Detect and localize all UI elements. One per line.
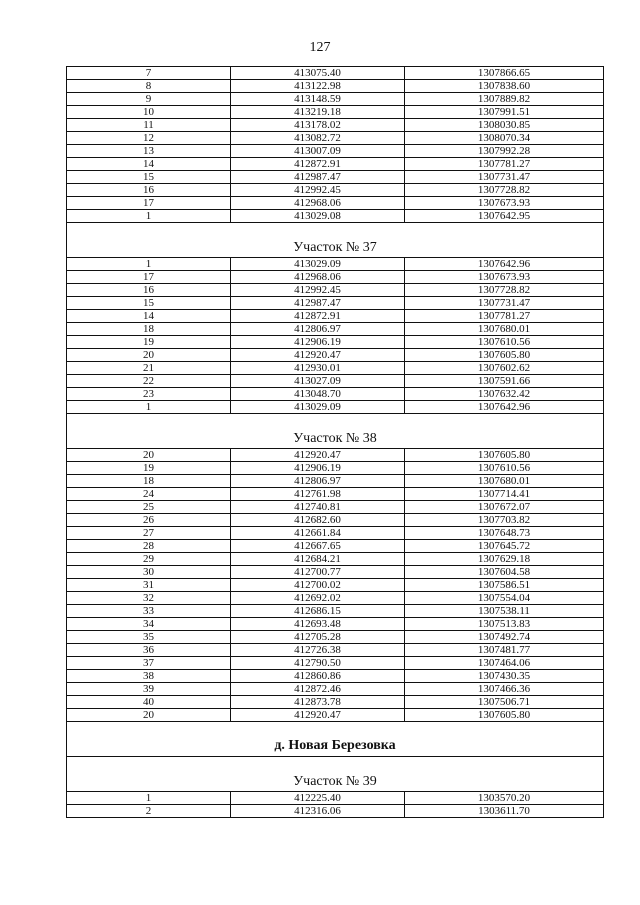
- x-coordinate-cell: 413027.09: [231, 375, 405, 388]
- point-number-cell: 31: [67, 579, 231, 592]
- point-number-cell: 11: [67, 119, 231, 132]
- table-row: [67, 501, 604, 514]
- x-coordinate-cell: 412682.60: [231, 514, 405, 527]
- x-coordinate-cell: 412661.84: [231, 527, 405, 540]
- x-coordinate-cell: 413219.18: [231, 106, 405, 119]
- y-coordinate-cell: 1307992.28: [405, 145, 604, 158]
- y-coordinate-cell: 1308070.34: [405, 132, 604, 145]
- point-number-cell: 23: [67, 388, 231, 401]
- y-coordinate-cell: 1307642.96: [405, 401, 604, 414]
- x-coordinate-cell: 413178.02: [231, 119, 405, 132]
- table-row: [67, 475, 604, 488]
- y-coordinate-cell: 1307464.06: [405, 657, 604, 670]
- point-number-cell: 33: [67, 605, 231, 618]
- x-coordinate-cell: 412692.02: [231, 592, 405, 605]
- point-number-cell: 1: [67, 792, 231, 805]
- point-number-cell: 12: [67, 132, 231, 145]
- y-coordinate-cell: 1307591.66: [405, 375, 604, 388]
- x-coordinate-cell: 412700.02: [231, 579, 405, 592]
- section-heading-row: [67, 414, 604, 449]
- table-row: [67, 792, 604, 805]
- point-number-cell: 32: [67, 592, 231, 605]
- x-coordinate-cell: 412684.21: [231, 553, 405, 566]
- table-row: [67, 362, 604, 375]
- x-coordinate-cell: 412968.06: [231, 271, 405, 284]
- table-row: [67, 670, 604, 683]
- table-row: [67, 592, 604, 605]
- point-number-cell: 35: [67, 631, 231, 644]
- x-coordinate-cell: 412906.19: [231, 336, 405, 349]
- x-coordinate-cell: 412316.06: [231, 805, 405, 818]
- point-number-cell: 20: [67, 449, 231, 462]
- y-coordinate-cell: 1307731.47: [405, 171, 604, 184]
- table-row: [67, 106, 604, 119]
- y-coordinate-cell: 1307642.96: [405, 258, 604, 271]
- x-coordinate-cell: 412920.47: [231, 449, 405, 462]
- x-coordinate-cell: 412872.91: [231, 158, 405, 171]
- table-row: [67, 618, 604, 631]
- y-coordinate-cell: 1307680.01: [405, 475, 604, 488]
- x-coordinate-cell: 412930.01: [231, 362, 405, 375]
- point-number-cell: 8: [67, 80, 231, 93]
- point-number-cell: 15: [67, 297, 231, 310]
- y-coordinate-cell: 1307645.72: [405, 540, 604, 553]
- y-coordinate-cell: 1307728.82: [405, 184, 604, 197]
- y-coordinate-cell: 1307866.65: [405, 67, 604, 80]
- y-coordinate-cell: 1303611.70: [405, 805, 604, 818]
- x-coordinate-cell: 412992.45: [231, 184, 405, 197]
- point-number-cell: 17: [67, 271, 231, 284]
- y-coordinate-cell: 1307642.95: [405, 210, 604, 223]
- table-row: [67, 210, 604, 223]
- table-row: [67, 527, 604, 540]
- point-number-cell: 17: [67, 197, 231, 210]
- y-coordinate-cell: 1307506.71: [405, 696, 604, 709]
- x-coordinate-cell: 412873.78: [231, 696, 405, 709]
- table-row: [67, 449, 604, 462]
- table-row: [67, 375, 604, 388]
- y-coordinate-cell: 1307714.41: [405, 488, 604, 501]
- table-row: [67, 323, 604, 336]
- x-coordinate-cell: 412872.46: [231, 683, 405, 696]
- table-row: [67, 696, 604, 709]
- point-number-cell: 36: [67, 644, 231, 657]
- table-row: [67, 644, 604, 657]
- village-heading: д. Новая Березовка: [67, 722, 604, 757]
- y-coordinate-cell: 1307466.36: [405, 683, 604, 696]
- point-number-cell: 10: [67, 106, 231, 119]
- table-row: [67, 683, 604, 696]
- table-row: [67, 805, 604, 818]
- point-number-cell: 1: [67, 401, 231, 414]
- x-coordinate-cell: 412667.65: [231, 540, 405, 553]
- point-number-cell: 37: [67, 657, 231, 670]
- y-coordinate-cell: 1307605.80: [405, 349, 604, 362]
- y-coordinate-cell: 1307554.04: [405, 592, 604, 605]
- page-number: 127: [309, 40, 331, 55]
- point-number-cell: 24: [67, 488, 231, 501]
- y-coordinate-cell: 1307538.11: [405, 605, 604, 618]
- table-row: [67, 132, 604, 145]
- table-row: [67, 709, 604, 722]
- y-coordinate-cell: 1307889.82: [405, 93, 604, 106]
- x-coordinate-cell: 413007.09: [231, 145, 405, 158]
- x-coordinate-cell: 412700.77: [231, 566, 405, 579]
- x-coordinate-cell: 412705.28: [231, 631, 405, 644]
- y-coordinate-cell: 1307602.62: [405, 362, 604, 375]
- table-row: [67, 631, 604, 644]
- x-coordinate-cell: 412761.98: [231, 488, 405, 501]
- x-coordinate-cell: 412726.38: [231, 644, 405, 657]
- table-row: [67, 349, 604, 362]
- y-coordinate-cell: 1307492.74: [405, 631, 604, 644]
- point-number-cell: 20: [67, 349, 231, 362]
- section-heading-row: [67, 757, 604, 792]
- y-coordinate-cell: 1308030.85: [405, 119, 604, 132]
- y-coordinate-cell: 1307605.80: [405, 709, 604, 722]
- point-number-cell: 13: [67, 145, 231, 158]
- coordinates-table-body: [67, 67, 604, 818]
- x-coordinate-cell: 412987.47: [231, 171, 405, 184]
- x-coordinate-cell: 412686.15: [231, 605, 405, 618]
- table-row: [67, 488, 604, 501]
- table-row: [67, 605, 604, 618]
- y-coordinate-cell: 1307586.51: [405, 579, 604, 592]
- table-row: [67, 579, 604, 592]
- y-coordinate-cell: 1307513.83: [405, 618, 604, 631]
- point-number-cell: 16: [67, 284, 231, 297]
- y-coordinate-cell: 1307673.93: [405, 271, 604, 284]
- point-number-cell: 1: [67, 258, 231, 271]
- y-coordinate-cell: 1307610.56: [405, 336, 604, 349]
- table-row: [67, 197, 604, 210]
- x-coordinate-cell: 413029.09: [231, 401, 405, 414]
- point-number-cell: 16: [67, 184, 231, 197]
- x-coordinate-cell: 412860.86: [231, 670, 405, 683]
- x-coordinate-cell: 412806.97: [231, 323, 405, 336]
- y-coordinate-cell: 1307629.18: [405, 553, 604, 566]
- point-number-cell: 26: [67, 514, 231, 527]
- table-row: [67, 271, 604, 284]
- point-number-cell: 1: [67, 210, 231, 223]
- point-number-cell: 30: [67, 566, 231, 579]
- table-row: [67, 297, 604, 310]
- point-number-cell: 19: [67, 336, 231, 349]
- x-coordinate-cell: 413029.09: [231, 258, 405, 271]
- section-heading: Участок № 39: [67, 757, 604, 792]
- x-coordinate-cell: 413082.72: [231, 132, 405, 145]
- table-row: [67, 553, 604, 566]
- y-coordinate-cell: 1307673.93: [405, 197, 604, 210]
- x-coordinate-cell: 412920.47: [231, 709, 405, 722]
- table-row: [67, 158, 604, 171]
- table-row: [67, 310, 604, 323]
- point-number-cell: 18: [67, 475, 231, 488]
- y-coordinate-cell: 1303570.20: [405, 792, 604, 805]
- x-coordinate-cell: 412790.50: [231, 657, 405, 670]
- table-row: [67, 657, 604, 670]
- point-number-cell: 29: [67, 553, 231, 566]
- y-coordinate-cell: 1307610.56: [405, 462, 604, 475]
- y-coordinate-cell: 1307680.01: [405, 323, 604, 336]
- x-coordinate-cell: 413075.40: [231, 67, 405, 80]
- y-coordinate-cell: 1307781.27: [405, 158, 604, 171]
- table-row: [67, 514, 604, 527]
- y-coordinate-cell: 1307648.73: [405, 527, 604, 540]
- x-coordinate-cell: 412740.81: [231, 501, 405, 514]
- table-row: [67, 119, 604, 132]
- point-number-cell: 25: [67, 501, 231, 514]
- table-row: [67, 388, 604, 401]
- point-number-cell: 39: [67, 683, 231, 696]
- point-number-cell: 34: [67, 618, 231, 631]
- y-coordinate-cell: 1307604.58: [405, 566, 604, 579]
- point-number-cell: 7: [67, 67, 231, 80]
- section-heading: Участок № 37: [67, 223, 604, 258]
- table-row: [67, 93, 604, 106]
- point-number-cell: 28: [67, 540, 231, 553]
- x-coordinate-cell: 412693.48: [231, 618, 405, 631]
- point-number-cell: 14: [67, 158, 231, 171]
- x-coordinate-cell: 412987.47: [231, 297, 405, 310]
- y-coordinate-cell: 1307703.82: [405, 514, 604, 527]
- table-row: [67, 67, 604, 80]
- village-heading-row: [67, 722, 604, 757]
- x-coordinate-cell: 412806.97: [231, 475, 405, 488]
- point-number-cell: 9: [67, 93, 231, 106]
- y-coordinate-cell: 1307605.80: [405, 449, 604, 462]
- y-coordinate-cell: 1307991.51: [405, 106, 604, 119]
- point-number-cell: 15: [67, 171, 231, 184]
- y-coordinate-cell: 1307731.47: [405, 297, 604, 310]
- y-coordinate-cell: 1307838.60: [405, 80, 604, 93]
- point-number-cell: 27: [67, 527, 231, 540]
- x-coordinate-cell: 412920.47: [231, 349, 405, 362]
- x-coordinate-cell: 413122.98: [231, 80, 405, 93]
- x-coordinate-cell: 412906.19: [231, 462, 405, 475]
- y-coordinate-cell: 1307481.77: [405, 644, 604, 657]
- y-coordinate-cell: 1307672.07: [405, 501, 604, 514]
- x-coordinate-cell: 413148.59: [231, 93, 405, 106]
- point-number-cell: 21: [67, 362, 231, 375]
- table-row: [67, 80, 604, 93]
- point-number-cell: 2: [67, 805, 231, 818]
- table-row: [67, 145, 604, 158]
- section-heading: Участок № 38: [67, 414, 604, 449]
- table-row: [67, 540, 604, 553]
- table-row: [67, 462, 604, 475]
- x-coordinate-cell: 412225.40: [231, 792, 405, 805]
- point-number-cell: 38: [67, 670, 231, 683]
- x-coordinate-cell: 413029.08: [231, 210, 405, 223]
- x-coordinate-cell: 412872.91: [231, 310, 405, 323]
- y-coordinate-cell: 1307728.82: [405, 284, 604, 297]
- point-number-cell: 22: [67, 375, 231, 388]
- table-row: [67, 336, 604, 349]
- table-row: [67, 284, 604, 297]
- table-row: [67, 258, 604, 271]
- x-coordinate-cell: 412992.45: [231, 284, 405, 297]
- coordinates-table: [66, 66, 604, 818]
- point-number-cell: 19: [67, 462, 231, 475]
- table-row: [67, 171, 604, 184]
- table-row: [67, 566, 604, 579]
- y-coordinate-cell: 1307430.35: [405, 670, 604, 683]
- y-coordinate-cell: 1307781.27: [405, 310, 604, 323]
- x-coordinate-cell: 412968.06: [231, 197, 405, 210]
- point-number-cell: 18: [67, 323, 231, 336]
- point-number-cell: 20: [67, 709, 231, 722]
- table-row: [67, 184, 604, 197]
- y-coordinate-cell: 1307632.42: [405, 388, 604, 401]
- table-row: [67, 401, 604, 414]
- point-number-cell: 40: [67, 696, 231, 709]
- x-coordinate-cell: 413048.70: [231, 388, 405, 401]
- section-heading-row: [67, 223, 604, 258]
- point-number-cell: 14: [67, 310, 231, 323]
